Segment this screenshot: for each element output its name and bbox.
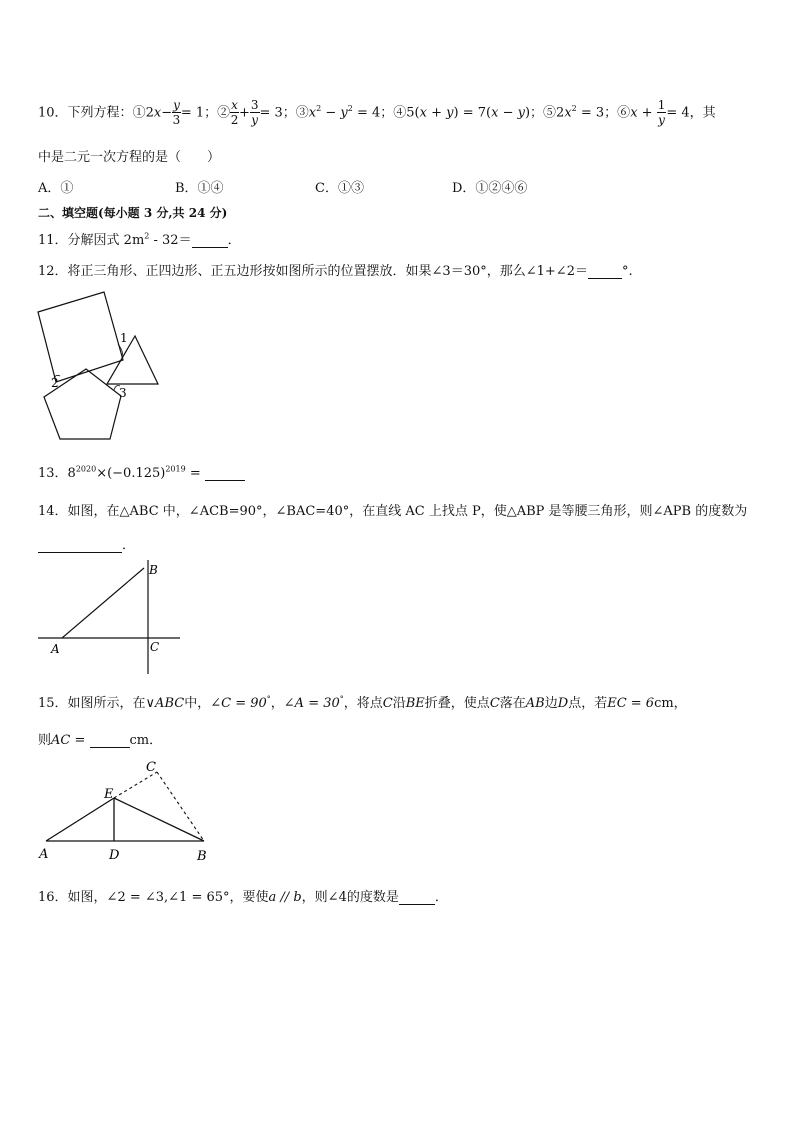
q15-deg1: ° — [266, 694, 271, 704]
figure-right-triangle — [34, 558, 184, 678]
q15-line2 — [38, 729, 162, 748]
q13-equals: = — [185, 466, 205, 481]
q16-angles: ∠2 = ∠3,∠1 = 65° — [106, 890, 230, 905]
q16-parallel: a // b — [268, 890, 302, 905]
eq1-var-x: x — [153, 105, 162, 121]
q12 — [38, 260, 633, 279]
angle-label-3: 3 — [119, 386, 127, 400]
q15-answer-blank[interactable] — [90, 735, 130, 748]
q15-unit: cm， — [654, 696, 687, 711]
eq3-x: x — [308, 105, 317, 121]
q15-angle-c: ∠C = 90 — [210, 696, 267, 711]
q15-then: 则 — [38, 733, 52, 748]
q15-be: BE — [405, 696, 425, 711]
q15-d: ，将点 — [343, 696, 383, 711]
q12-end: °. — [621, 264, 633, 279]
eq6-x: x — [630, 105, 638, 121]
eq4-y1: y — [446, 105, 454, 121]
q16-a: 16．如图， — [38, 890, 107, 905]
q13-mid: ×(−0.125) — [96, 466, 166, 481]
q15-a: 15．如图所示，在 — [38, 696, 146, 711]
q15-comma: ， — [270, 696, 284, 711]
point-label-c: C — [150, 640, 160, 654]
q15-e: 沿 — [392, 696, 406, 711]
q10-option-a: A．① — [38, 181, 74, 196]
q13-exp2: 2019 — [165, 464, 186, 474]
eq2-plus: + — [238, 105, 250, 121]
line-ab — [62, 568, 144, 638]
eq2-end: = 3；③ — [259, 105, 309, 121]
eq5-x: x — [564, 105, 572, 121]
q11-text: 11．分解因式 2m — [38, 233, 145, 248]
q15-g: 落在 — [499, 696, 526, 711]
q11 — [38, 229, 241, 248]
q16-e: ，则 — [301, 890, 328, 905]
q12-answer-blank[interactable] — [588, 266, 622, 279]
q15-ab: AB — [525, 696, 545, 711]
q16-end: ． — [434, 890, 448, 905]
q10-option-b: B．①④ — [175, 181, 224, 196]
eq4-end: )；⑤2 — [524, 105, 565, 121]
point-label-e: E — [104, 787, 114, 802]
eq2-fraction2 — [250, 98, 260, 127]
eq3-exp1: 2 — [316, 104, 322, 113]
eq6-num: 1 — [657, 98, 666, 113]
q13-answer-blank[interactable] — [205, 468, 245, 481]
point-label-a: A — [39, 847, 49, 862]
q15-cm: cm． — [129, 733, 163, 748]
q14-answer-blank[interactable] — [38, 540, 122, 553]
eq4-minus: − — [498, 105, 518, 121]
q15-equals: = — [70, 733, 90, 748]
q11-rest: - 32＝ — [149, 233, 192, 248]
line-ae — [46, 798, 114, 841]
eq4-mid: ) = 7( — [453, 105, 492, 121]
q15-h: 边 — [544, 696, 558, 711]
q16-g: 的度数是 — [346, 890, 399, 905]
figure-fold — [36, 756, 216, 866]
q11-end: ． — [227, 233, 241, 248]
eq3-end: = 4；④5( — [352, 105, 420, 121]
q13-base: 13．8 — [38, 466, 76, 481]
point-label-c: C — [146, 760, 156, 775]
eq2-num1: x — [231, 98, 238, 113]
q10-option-c: C．①③ — [315, 181, 364, 196]
figure-polygons — [32, 286, 166, 444]
point-label-d: D — [109, 848, 120, 863]
eq5-end: = 3；⑥ — [576, 105, 631, 121]
eq3-exp2: 2 — [347, 104, 353, 113]
eq4-x1: x — [419, 105, 427, 121]
q15-triangle: ∨ABC — [145, 696, 185, 711]
eq1-end: = 1；② — [180, 105, 231, 121]
q15-line1 — [38, 692, 687, 711]
line-cb-dashed — [157, 772, 204, 841]
eq1-minus: − — [161, 105, 173, 121]
eq6-plus: + — [637, 105, 657, 121]
q15-b: 中， — [184, 696, 211, 711]
eq4-y2: y — [517, 105, 525, 121]
q16 — [38, 886, 448, 905]
q15-point-d: D — [557, 696, 569, 711]
q15-ec: EC = 6 — [607, 696, 655, 711]
eq6-den: y — [658, 113, 665, 128]
q13 — [38, 462, 245, 481]
q14-end: ． — [122, 538, 136, 553]
q14-line2 — [38, 534, 135, 553]
q15-point-c: C — [382, 696, 393, 711]
eq1-denominator: 3 — [172, 113, 181, 128]
line-ec-dashed — [114, 772, 157, 798]
eq6-fraction — [657, 98, 667, 127]
q10-number: 10． — [38, 105, 68, 121]
point-label-b: B — [197, 849, 207, 864]
point-label-b: B — [149, 563, 158, 577]
eq3-y: y — [340, 105, 348, 121]
q10-option-d: D．①②④⑥ — [452, 181, 528, 196]
q11-answer-blank[interactable] — [192, 235, 228, 248]
eq2-num2: 3 — [250, 98, 259, 113]
q15-point-c2: C — [489, 696, 500, 711]
eq1-part: ①2 — [132, 105, 154, 121]
q10-line2: 中是二元一次方程的是（ ） — [38, 150, 221, 165]
line-eb — [114, 798, 204, 841]
section-heading: 二、填空题(每小题 3 分,共 24 分) — [38, 206, 228, 220]
q14-text: 14．如图，在△ABC 中，∠ACB=90°，∠BAC=40°，在直线 AC 上找点 P，使△ABP 是等腰三角形，则∠APB 的度数为 — [38, 504, 748, 519]
eq2-den2: y — [251, 113, 259, 128]
eq4-x2: x — [491, 105, 499, 121]
q15-f: 折叠，使点 — [424, 696, 490, 711]
q10-line1 — [38, 95, 716, 128]
point-label-a: A — [51, 642, 60, 656]
angle-label-2: 2 — [51, 376, 59, 390]
eq1-fraction — [172, 98, 181, 127]
q11-exp: 2 — [144, 231, 150, 241]
triangle-shape — [107, 336, 158, 384]
eq4-plus: + — [426, 105, 447, 121]
q15-deg2: ° — [339, 694, 344, 704]
q16-angle4: ∠4 — [327, 890, 347, 905]
q15-ac: AC — [51, 733, 71, 748]
q16-c: ，要使 — [229, 890, 269, 905]
eq5-exp: 2 — [571, 104, 577, 113]
eq2-fraction1 — [230, 98, 239, 127]
angle-label-1: 1 — [120, 331, 128, 345]
eq6-end: = 4，其 — [666, 105, 716, 121]
q15-i: 点，若 — [568, 696, 608, 711]
q12-text: 12．将正三角形、正四边形、正五边形按如图所示的位置摆放．如果∠3＝30°，那么∠1+∠2＝ — [38, 264, 588, 279]
square-shape — [38, 292, 123, 382]
q16-answer-blank[interactable] — [399, 892, 435, 905]
eq2-den1: 2 — [230, 113, 239, 128]
q13-exp1: 2020 — [75, 464, 97, 474]
eq1-numerator: y — [173, 98, 180, 113]
q10-lead: 下列方程： — [67, 105, 133, 121]
eq3-minus: − — [321, 105, 341, 121]
q15-angle-a: ∠A = 30 — [283, 696, 340, 711]
